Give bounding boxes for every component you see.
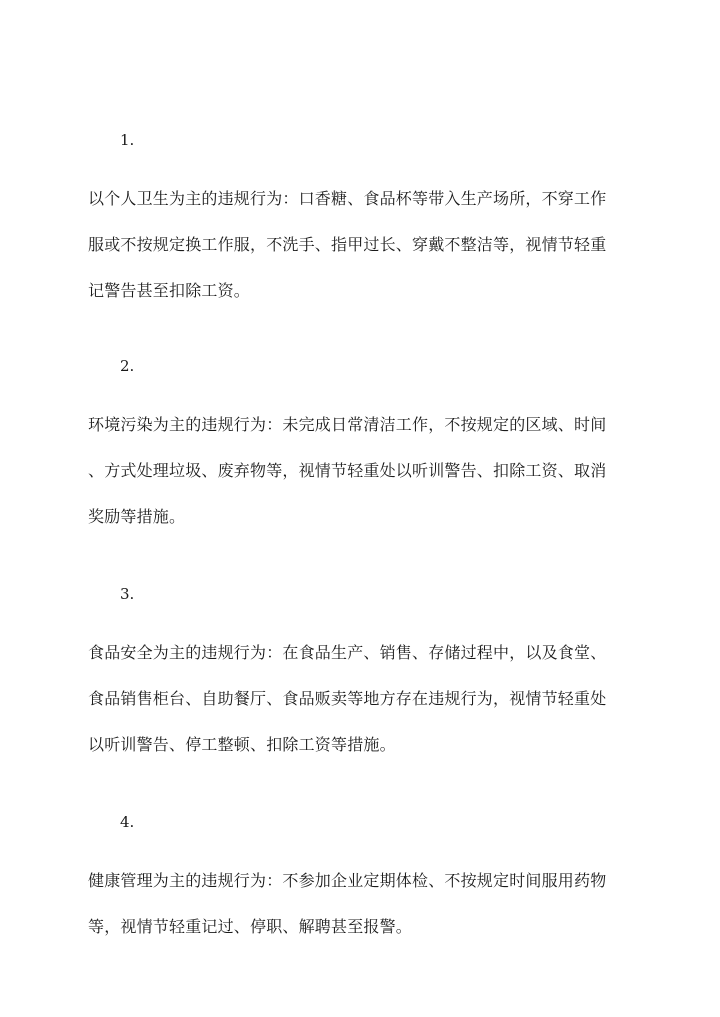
paragraph-line: 以听训警告、停工整顿、扣除工资等措施。 [88, 735, 396, 754]
section-4 [88, 812, 648, 950]
section-paragraph [88, 402, 648, 540]
paragraph-line: 服或不按规定换工作服，不洗手、指甲过长、穿戴不整洁等，视情节轻重 [88, 235, 607, 254]
paragraph-line: 等，视情节轻重记过、停职、解聘甚至报警。 [88, 917, 413, 936]
paragraph-line: 食品销售柜台、自助餐厅、食品贩卖等地方存在违规行为，视情节轻重处 [88, 689, 607, 708]
paragraph-line: 奖励等措施。 [88, 507, 186, 526]
paragraph-line: 以个人卫生为主的违规行为：口香糖、食品杯等带入生产场所，不穿工作 [88, 189, 607, 208]
section-2 [88, 356, 648, 540]
section-number: 3. [120, 585, 135, 603]
section-3 [88, 584, 648, 768]
section-paragraph [88, 858, 648, 950]
paragraph-line: 记警告甚至扣除工资。 [88, 281, 251, 300]
section-paragraph [88, 176, 648, 314]
section-1 [88, 130, 648, 314]
paragraph-line: 食品安全为主的违规行为：在食品生产、销售、存储过程中，以及食堂、 [88, 643, 607, 662]
paragraph-line: 、方式处理垃圾、废弃物等，视情节轻重处以听训警告、扣除工资、取消 [88, 461, 607, 480]
paragraph-line: 健康管理为主的违规行为：不参加企业定期体检、不按规定时间服用药物 [88, 871, 607, 890]
section-number: 2. [120, 357, 135, 375]
section-number: 4. [120, 813, 135, 831]
paragraph-line: 环境污染为主的违规行为：未完成日常清洁工作，不按规定的区域、时间 [88, 415, 607, 434]
section-number: 1. [120, 131, 135, 149]
section-paragraph [88, 630, 648, 768]
